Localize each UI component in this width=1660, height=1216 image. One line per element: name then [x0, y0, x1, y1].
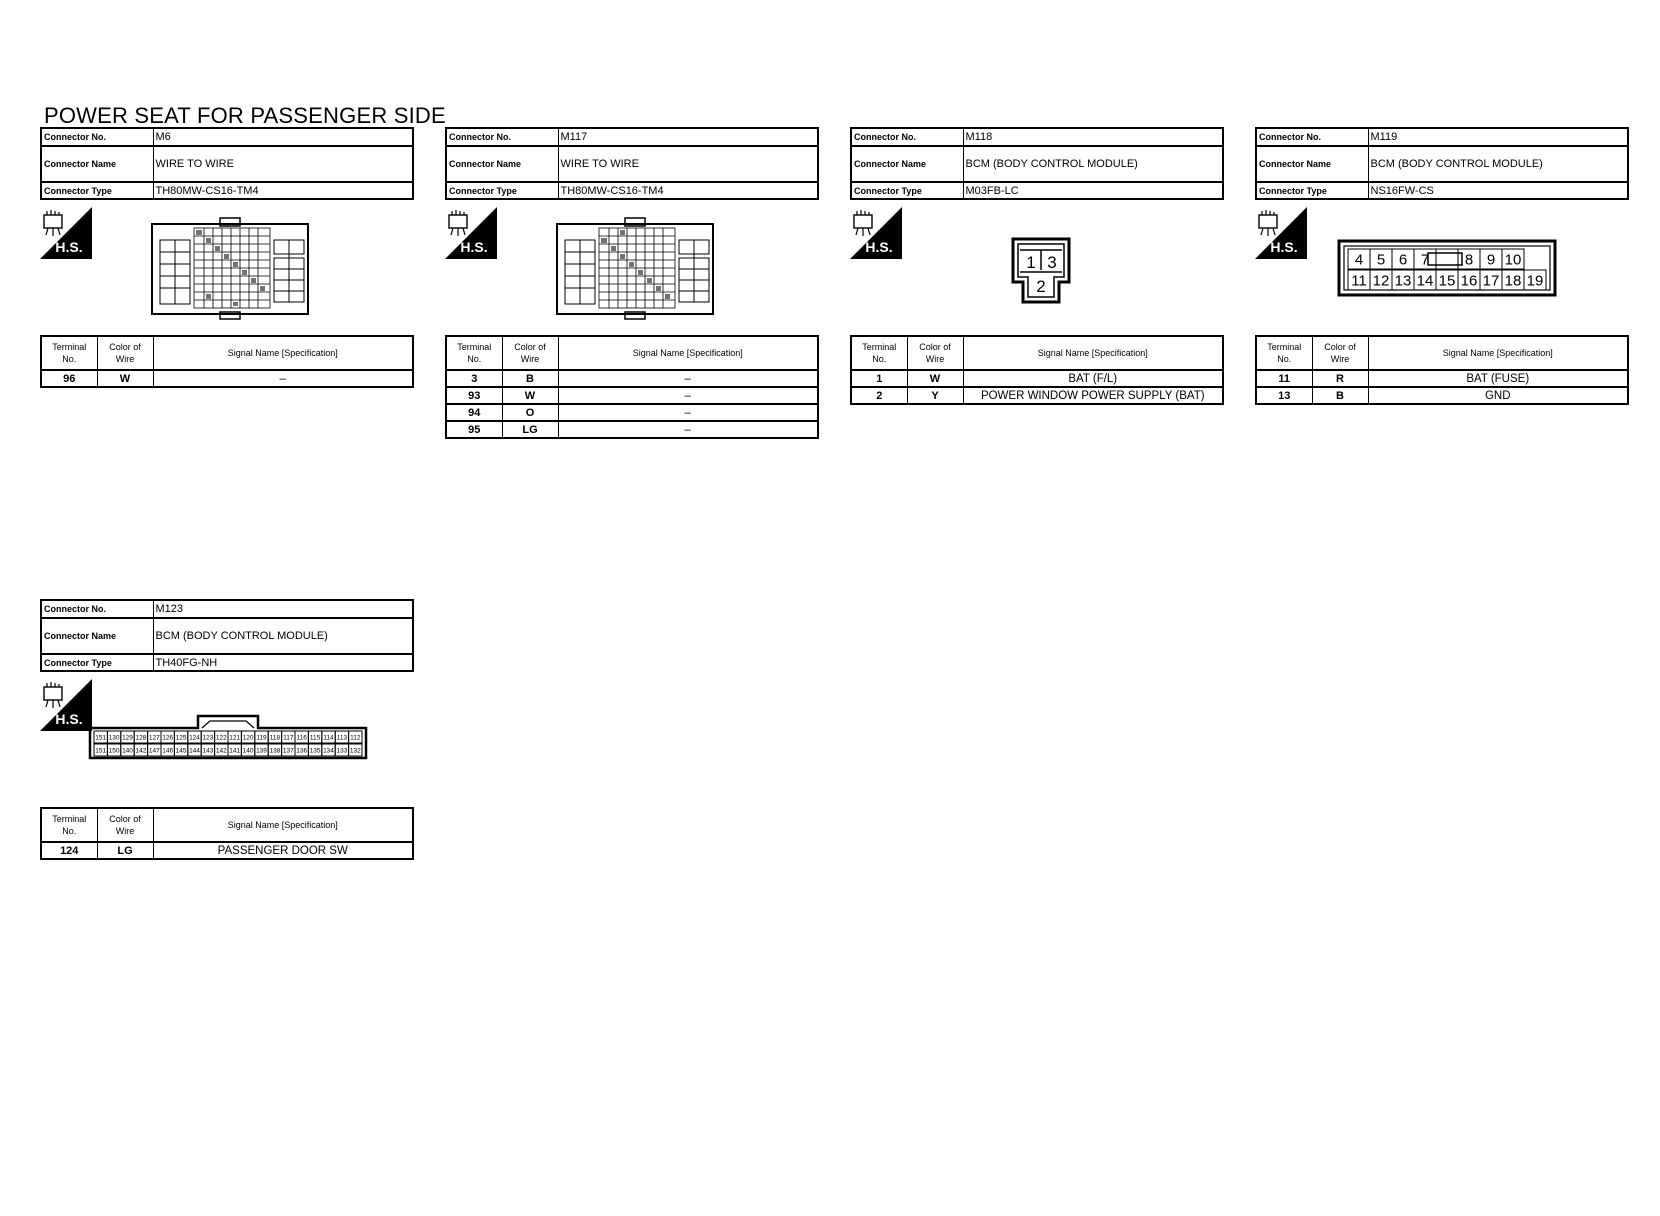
table-row [1256, 387, 1628, 404]
wire-color-cell: O [502, 404, 558, 421]
terminal-no-cell: 124 [41, 842, 97, 859]
pin-label: 119 [256, 734, 267, 742]
signal-name-cell: GND [1368, 387, 1628, 404]
connector-type-value: NS16FW-CS [1368, 182, 1628, 199]
connector-type-value: M03FB-LC [963, 182, 1223, 199]
connector-type-value: TH40FG-NH [153, 654, 413, 671]
pin-label: 137 [282, 747, 294, 755]
pin-label: 147 [148, 747, 160, 755]
connector-face-m119 [1337, 239, 1557, 297]
table-row [446, 404, 818, 421]
pin-label: 151 [95, 747, 107, 755]
terminal-table [40, 807, 414, 860]
connector-block-m117 [445, 127, 819, 439]
signal-name-header: Signal Name [Specification] [153, 336, 413, 370]
table-row [41, 842, 413, 859]
harness-side-icon [40, 679, 92, 731]
connector-type-value: TH80MW-CS16-TM4 [153, 182, 413, 199]
terminal-no-header: Terminal No. [851, 336, 907, 370]
pin-label: 125 [175, 734, 187, 742]
table-row [1256, 370, 1628, 387]
wire-color-cell: LG [502, 421, 558, 438]
table-row [851, 370, 1223, 387]
pin-label: 141 [229, 747, 241, 755]
harness-side-icon [40, 207, 92, 259]
pin-label: 144 [189, 747, 200, 755]
connector-info-table [1255, 127, 1629, 200]
pin-label: 12 [1372, 272, 1390, 290]
pin-label: 116 [296, 734, 307, 742]
connector-name-value: WIRE TO WIRE [153, 146, 413, 182]
pin-label: 1 [1026, 253, 1036, 272]
pin-label: 136 [296, 747, 308, 755]
pin-label: 4 [1354, 251, 1364, 269]
pin-label: 140 [122, 747, 133, 755]
connector-no-value: M6 [153, 128, 413, 146]
table-row [41, 370, 413, 387]
connector-type-label: Connector Type [41, 654, 153, 671]
signal-name-cell: – [558, 421, 818, 438]
connector-no-value: M119 [1368, 128, 1628, 146]
table-row [446, 387, 818, 404]
connector-no-value: M123 [153, 600, 413, 618]
connector-face-m118 [1010, 236, 1072, 306]
hs-badge-text: H.S. [55, 239, 83, 255]
terminal-table [40, 335, 414, 388]
pin-row-bottom [1348, 270, 1546, 290]
pin-label: 114 [323, 734, 334, 742]
pin-label: 11 [1351, 272, 1367, 290]
pin-cell [1436, 249, 1458, 269]
connector-info-table [445, 127, 819, 200]
signal-name-cell: – [558, 404, 818, 421]
terminal-no-cell: 94 [446, 404, 502, 421]
pin-label: 124 [189, 734, 200, 742]
pin-label: 113 [336, 734, 348, 742]
connector-face-m123 [88, 712, 368, 760]
connector-type-label: Connector Type [41, 182, 153, 199]
pin-label: 8 [1464, 251, 1474, 269]
signal-name-cell: PASSENGER DOOR SW [153, 842, 413, 859]
connector-name-value: WIRE TO WIRE [558, 146, 818, 182]
pin-label: 120 [242, 734, 254, 742]
table-row [851, 387, 1223, 404]
pin-label: 121 [229, 734, 241, 742]
pin-label: 10 [1504, 251, 1522, 269]
color-of-wire-header: Color of Wire [502, 336, 558, 370]
signal-name-cell: POWER WINDOW POWER SUPPLY (BAT) [963, 387, 1223, 404]
page-title: POWER SEAT FOR PASSENGER SIDE [44, 103, 446, 128]
connector-block-m119 [1255, 127, 1629, 405]
pin-label: 7 [1420, 251, 1430, 269]
connector-face-m117 [555, 216, 715, 320]
pin-label: 2 [1036, 277, 1046, 296]
pin-label: 142 [135, 747, 147, 755]
pin-label: 129 [122, 734, 133, 742]
connector-block-m123 [40, 599, 414, 860]
signal-name-cell: – [153, 370, 413, 387]
pin-label: 5 [1376, 251, 1386, 269]
terminal-no-cell: 13 [1256, 387, 1312, 404]
pin-label: 115 [309, 734, 321, 742]
signal-name-cell: – [558, 370, 818, 387]
terminal-no-cell: 95 [446, 421, 502, 438]
pin-label: 130 [108, 734, 120, 742]
pin-label: 122 [215, 734, 227, 742]
color-of-wire-header: Color of Wire [1312, 336, 1368, 370]
connector-type-label: Connector Type [1256, 182, 1368, 199]
connector-name-label: Connector Name [41, 146, 153, 182]
wire-color-cell: W [502, 387, 558, 404]
wire-color-cell: W [97, 370, 153, 387]
connector-face-m6 [150, 216, 310, 320]
pin-label: 140 [242, 747, 254, 755]
harness-side-icon [850, 207, 902, 259]
pin-label: 19 [1526, 272, 1544, 290]
connector-no-label: Connector No. [446, 128, 558, 146]
pin-label: 9 [1486, 251, 1496, 269]
signal-name-header: Signal Name [Specification] [963, 336, 1223, 370]
hs-badge-text: H.S. [1270, 239, 1298, 255]
pin-label: 143 [202, 747, 214, 755]
pin-label: 151 [95, 734, 107, 742]
pin-label: 138 [269, 747, 281, 755]
pin-label: 134 [323, 747, 334, 755]
pin-label: 118 [269, 734, 281, 742]
connector-no-label: Connector No. [1256, 128, 1368, 146]
pin-row-top [94, 731, 362, 743]
connector-name-label: Connector Name [446, 146, 558, 182]
wire-color-cell: B [502, 370, 558, 387]
pin-label: 17 [1482, 272, 1500, 290]
pin-label: 18 [1504, 272, 1522, 290]
pin-label: 13 [1394, 272, 1412, 290]
pin-label: 150 [108, 747, 120, 755]
connector-block-m118 [850, 127, 1224, 405]
pin-label: 135 [309, 747, 321, 755]
connector-block-m6 [40, 127, 414, 388]
pin-label: 128 [135, 734, 147, 742]
connector-no-label: Connector No. [41, 128, 153, 146]
signal-name-header: Signal Name [Specification] [1368, 336, 1628, 370]
signal-name-header: Signal Name [Specification] [558, 336, 818, 370]
connector-no-label: Connector No. [41, 600, 153, 618]
wire-color-cell: R [1312, 370, 1368, 387]
pin-label: 123 [202, 734, 214, 742]
terminal-table [1255, 335, 1629, 405]
key-slot [1428, 253, 1462, 265]
connector-no-value: M117 [558, 128, 818, 146]
hs-badge-text: H.S. [55, 711, 83, 727]
signal-name-cell: BAT (FUSE) [1368, 370, 1628, 387]
connector-name-label: Connector Name [41, 618, 153, 654]
pin-label: 126 [162, 734, 174, 742]
color-of-wire-header: Color of Wire [97, 808, 153, 842]
pin-row-bottom [94, 744, 362, 756]
connector-name-label: Connector Name [851, 146, 963, 182]
harness-side-icon [1255, 207, 1307, 259]
pin-label: 142 [215, 747, 227, 755]
wire-color-cell: W [907, 370, 963, 387]
pin-label: 3 [1047, 253, 1057, 272]
terminal-no-header: Terminal No. [1256, 336, 1312, 370]
pin-label: 6 [1398, 251, 1408, 269]
pin-label: 112 [350, 734, 361, 742]
table-row [446, 421, 818, 438]
terminal-no-cell: 2 [851, 387, 907, 404]
terminal-no-header: Terminal No. [446, 336, 502, 370]
pin-label: 14 [1416, 272, 1434, 290]
connector-name-label: Connector Name [1256, 146, 1368, 182]
connector-no-label: Connector No. [851, 128, 963, 146]
hs-badge-text: H.S. [460, 239, 488, 255]
wire-color-cell: LG [97, 842, 153, 859]
table-row [446, 370, 818, 387]
terminal-no-header: Terminal No. [41, 808, 97, 842]
pin-label: 133 [336, 747, 348, 755]
terminal-table [850, 335, 1224, 405]
signal-name-cell: – [558, 387, 818, 404]
connector-info-table [40, 599, 414, 672]
terminal-no-cell: 96 [41, 370, 97, 387]
terminal-no-header: Terminal No. [41, 336, 97, 370]
connector-type-label: Connector Type [446, 182, 558, 199]
connector-name-value: BCM (BODY CONTROL MODULE) [153, 618, 413, 654]
pin-row-top [1348, 249, 1524, 269]
connector-info-table [850, 127, 1224, 200]
pin-label: 16 [1460, 272, 1478, 290]
connector-name-value: BCM (BODY CONTROL MODULE) [1368, 146, 1628, 182]
connector-type-value: TH80MW-CS16-TM4 [558, 182, 818, 199]
terminal-no-cell: 11 [1256, 370, 1312, 387]
wire-color-cell: Y [907, 387, 963, 404]
pin-label: 146 [162, 747, 174, 755]
terminal-table [445, 335, 819, 439]
pin-label: 139 [256, 747, 267, 755]
hs-badge-text: H.S. [865, 239, 893, 255]
signal-name-header: Signal Name [Specification] [153, 808, 413, 842]
harness-side-icon [445, 207, 497, 259]
connector-type-label: Connector Type [851, 182, 963, 199]
pin-label: 127 [148, 734, 160, 742]
pin-label: 117 [283, 734, 294, 742]
terminal-no-cell: 1 [851, 370, 907, 387]
signal-name-cell: BAT (F/L) [963, 370, 1223, 387]
connector-name-value: BCM (BODY CONTROL MODULE) [963, 146, 1223, 182]
color-of-wire-header: Color of Wire [97, 336, 153, 370]
wire-color-cell: B [1312, 387, 1368, 404]
terminal-no-cell: 3 [446, 370, 502, 387]
connector-no-value: M118 [963, 128, 1223, 146]
pin-label: 15 [1438, 272, 1456, 290]
pin-label: 132 [349, 747, 361, 755]
connector-info-table [40, 127, 414, 200]
pin-label: 145 [175, 747, 187, 755]
color-of-wire-header: Color of Wire [907, 336, 963, 370]
terminal-no-cell: 93 [446, 387, 502, 404]
